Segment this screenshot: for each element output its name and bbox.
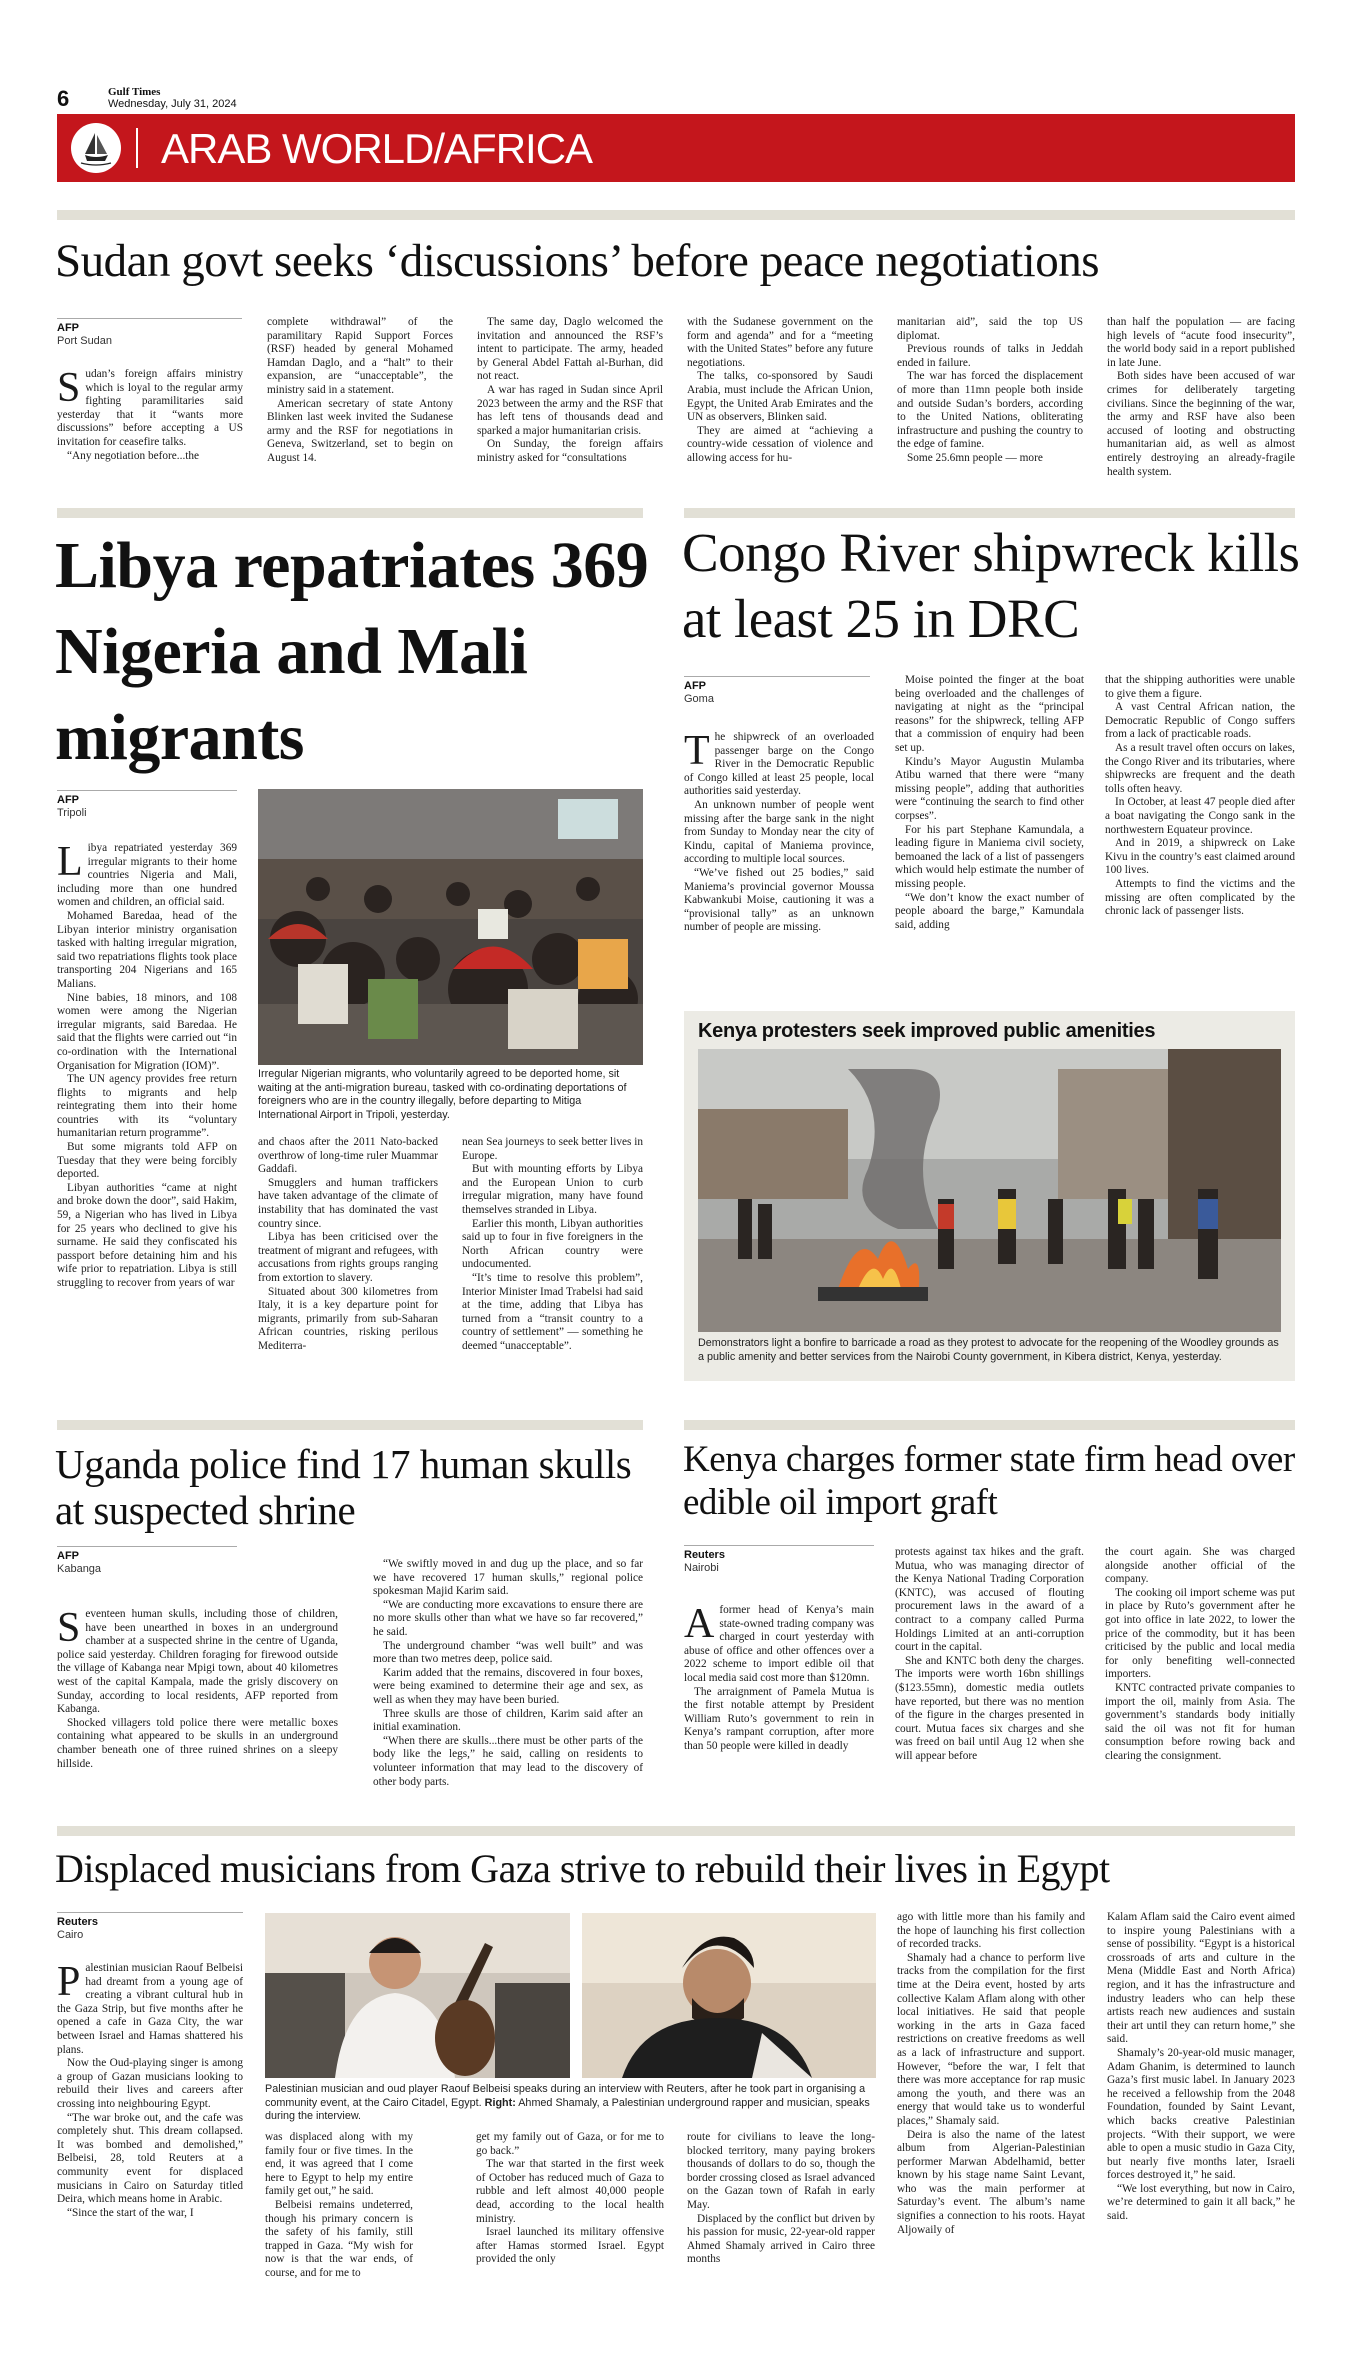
libya-col1: Libya repatriated yesterday 369 irregular migrants to their home countries Nigeria and Mali, including more than one hundred women and children, an official said. Mohamed Baredaa, head of the Libyan interior ministry organisation tasked with halting irregular migration, said two repatriations flights took place transporting 204 Nigerians and 165 Malians. Nine babies, 18 minors, and 108 women were among the Nigerian irregular migrants, said Baredaa. He said that the flights were carried out “in co-ordination with the International Organisation for Migration (IOM)”. The UN agency provides free return flights to migrants and help reintegrating them into their home countries with its “voluntary humanitarian return programme”. But some migrants told AFP on Tuesday that they were being forcibly deported. Libyan authorities “came at night and broke down the door”, said Hakim, 59, a Nigerian who has lived in Libya for 25 years who declined to give his surname. He said they confiscated his passport before detaining him and his wife prior to repatriation. Libya is still struggling to recover from years of war [57,839,237,1289]
kenya-graft-col1: Aformer head of Kenya’s main state-owned trading company was charged in court yesterday with abuse of office and other offences over a 2022 scheme to import edible oil that local media said cost more than $120mn. The arraignment of Pamela Mutua is the first notable attempt by President William Ruto’s government to rein in Kenya’s rampant corruption, after more than 50 people were killed in deadly [684,1601,874,1752]
kenya-photo-headline: Kenya protesters seek improved public amenities [698,1020,1156,1042]
gaza-col6: Kalam Aflam said the Cairo event aimed to inspire young Palestinians with a sense of possibility. “Egypt is a historical crossroads of arts and culture in the Mena (Middle East and North Africa) region, and it has the infrastructure and industry leaders who can help these artists reach new audiences and sustain their art until they can return home,” she said. Shamaly’s 20-year-old music manager, Adam Ghanim, is determined to launch Gaza’s first music label. In January 2023 he received a fellowship from the 2048 Foundation, founded by Saint Levant, which backs creative Palestinian projects. “With their support, we were able to open a music studio in Gaza City, but nearly five months later, Israeli forces destroyed it,” he said. “We lost everything, but now in Cairo, we’re determined to gain it all back,” he said. [1107,1911,1295,2223]
gaza-photo-caption: Palestinian musician and oud player Raouf Belbeisi speaks during an interview with Reuters, after he took part in organising a community event, at the Cairo Citadel, Egypt. Right: Ahmed Shamaly, a Palestinian underground rapper and musician, speaks during the interview. [265,2083,870,2122]
uganda-headline: Uganda police find 17 human skulls at suspected shrine [55,1441,632,1533]
gaza-col4: route for civilians to leave the long-blocked territory, many paying brokers thousands of dollars to do so, though the border crossing closed as Israel advanced on the Gazan town of Rafah in early May. Displaced by the conflict but driven by his passion for music, 22-year-old rapper Ahmed Shamaly arrived in Cairo three months [687,2131,875,2266]
congo-col1: The shipwreck of an overloaded passenger barge on the Congo River in the Democratic Republic of Congo killed at least 25 people, local authorities said yesterday. An unknown number of people went missing after the barge sank in the night from Sunday to Monday near the city of Kindu, capital of Maniema province, according to multiple local sources. “We’ve fished out 25 bodies,” said Maniema’s provincial governor Moussa Kabwankubi Moise, cautioning it was a “provisional tally” as an unknown number of people are missing. [684,728,874,934]
uganda-byline: AFP Kabanga [57,1546,237,1576]
libya-photo-caption: Irregular Nigerian migrants, who voluntarily agreed to be deported home, sit waiting at the anti-migration bureau, tasked with co-ordinating deportations of foreigners who are in the country illegally, before departing to Mitiga International Airport in Tripoli, yesterday. [258,1068,627,1121]
section-banner [57,114,1295,182]
kenya-graft-col2: protests against tax hikes and the graft. Mutua, who was managing director of the Kenya National Trading Corporation (KNTC), was accused of flouting procurement laws in the award of a contract to a company called Purma Holdings Limited at an anti-corruption court in the capital. She and KNTC both deny the charges. The imports were worth 16bn shillings ($123.55mn), domestic media outlets have reported, but there was no mention of the figure in the charges presented in court. Mutua faces six charges and she was freed on bail until Aug 12 when she will appear before [895,1546,1084,1762]
gaza-byline: Reuters Cairo [57,1912,243,1942]
page-number: 6 [57,86,70,111]
libya-migrants-photo [258,789,643,1065]
libya-headline: Libya repatriates 369 Nigeria and Mali migrants [55,529,649,774]
congo-headline: Congo River shipwreck kills at least 25 in DRC [682,522,1300,649]
kenya-photo-box [684,1011,1295,1381]
libya-col2: and chaos after the 2011 Nato-backed overthrow of long-time ruler Muammar Gaddafi. Smugglers and human traffickers have taken advantage of the climate of instability that has dominated the vast country since. Libya has been criticised over the treatment of migrant and refugees, with accusations from rights groups ranging from extortion to slavery. Situated about 300 kilometres from Italy, it is a key departure point for migrants, primarily from sub-Saharan African countries, risking perilous Mediterra- [258,1136,438,1352]
sudan-col5: manitarian aid”, said the top US diplomat. Previous rounds of talks in Jeddah ended in failure. The war has forced the displacement of more than 11mn people both inside and outside Sudan’s borders, according to the United Nations, obliterating infrastructure and pushing the country to the edge of famine. Some 25.6mn people — more [897,316,1083,464]
kenya-graft-headline: Kenya charges former state firm head over edible oil import graft [683,1439,1295,1523]
sudan-col6: than half the population — are facing high levels of “acute food insecurity”, the world body said in a report published in late June. Both sides have been accused of war crimes for deliberately targeting civilians. Since the beginning of the war, the army and RSF have also been accused of looting and obstructing humanitarian aid, as well as almost entirely destroying an already-fragile health system. [1107,316,1295,478]
shamaly-photo [582,1913,876,2078]
sudan-col2: complete withdrawal” of the paramilitary Rapid Support Forces (RSF) headed by general Mohamed Hamdan Daglo, and a “halt” to their expansion, are “unacceptable”, the ministry said in a statement. American secretary of state Antony Blinken last week invited the Sudanese army and the RSF for negotiations in Geneva, Switzerland, set to begin on August 14. [267,316,453,464]
gaza-col1: Palestinian musician Raouf Belbeisi had dreamt from a young age of creating a vibrant cultural hub in the Gaza Strip, but five months after he opened a cafe in Gaza City, the war between Israel and Hamas shattered his plans. Now the Oud-playing singer is among a group of Gazan musicians looking to rebuild their lives and careers after crossing into neighbouring Egypt. “The war broke out, and the cafe was completely shut. This dream collapsed. It was bombed and demolished,” Belbeisi, 28, told Reuters at a community event for displaced musicians in Cairo on Saturday titled Deira, which means home in Arabic. “Since the start of the war, I [57,1959,243,2219]
congo-col2: Moise pointed the finger at the boat being overloaded and the challenges of navigating at night as the “principal reasons” for the shipwreck, telling AFP that a commission of enquiry had been set up. Kindu’s Mayor Augustin Mulamba Atibu warned that there were “many missing people”, adding that authorities were “continuing the search to find other corpses”. For his part Stephane Kamundala, a leading figure in Maniema civil society, bemoaned the lack of a list of passengers which would help estimate the number of missing people. “We don’t know the exact number of people aboard the barge,” Kamundala said, adding [895,674,1084,931]
uganda-col1: Seventeen human skulls, including those of children, have been unearthed in boxes in an underground chamber at a suspected shrine in the centre of Uganda, police said yesterday. Children foraging for firewood outside the village of Kabanga near Mpigi town, about 40 kilometres west of the capital Kampala, made the grisly discovery on Sunday, according to local residents, AFP reported from Kabanga. Shocked villagers told police there were metallic boxes containing what appeared to be skulls in an underground chamber beneath one of three ruined shrines on a sleepy hillside. [57,1605,338,1770]
section-title: ARAB WORLD/AFRICA [161,125,593,172]
sudan-col3: The same day, Daglo welcomed the invitation and announced the RSF’s intent to participate. The army, headed by General Abdel Fattah al-Burhan, did not react. A war has raged in Sudan since April 2023 between the army and the RSF that has left tens of thousands dead and sparked a major humanitarian crisis. On Sunday, the foreign affairs ministry asked for “consultations [477,316,663,464]
gaza-col5: ago with little more than his family and the hope of launching his first collection of recorded tracks. Shamaly had a chance to perform live tracks from the compilation for the first time at the Deira event, hosted by arts collective Kalam Aflam along with other local initiatives. He said that people working in the arts in Gaza faced restrictions on creative freedoms as well as a lack of infrastructure and support. However, “before the war, I felt that there was more acceptance for rap music among the youth, and there was an energy that would take us to wonderful places,” Shamaly said. Deira is also the name of the latest album from Algerian-Palestinian performer Marwan Abdelhamid, better known by his stage name Saint Levant, who was the main performer at Saturday’s event. The album’s name signifies a connection to his roots. Hayat Aljowaily of [897,1911,1085,2236]
gaza-col2: was displaced along with my family four or five times. In the end, it was agreed that I come here to Egypt to help my entire family get out,” he said. Belbeisi remains undeterred, though his primary concern is the safety of his family, still trapped in Gaza. “My wish for now is that the war ends, of course, and for me to [265,2131,413,2279]
ship-logo-icon [71,123,121,173]
sudan-byline: AFP Port Sudan [57,318,242,348]
libya-col3: nean Sea journeys to seek better lives in Europe. But with mounting efforts by Libya and the European Union to curb irregular migration, many have found themselves stranded in Libya. Earlier this month, Libyan authorities said up to four in five foreigners in the North African country were undocumented. “It’s time to resolve this problem”, Interior Minister Imad Trabelsi had said at the time, adding that Libya has turned from a “transit country to a country of settlement” — something he deemed “unacceptable”. [462,1136,644,1352]
belbeisi-photo [265,1913,570,2078]
sudan-col4: with the Sudanese government on the form and agenda” and for a “meeting with the United States” before any future negotiations. The talks, co-sponsored by Saudi Arabia, must include the African Union, Egypt, the United Arab Emirates and the UN as observers, Blinken said. They are aimed at “achieving a country-wide cessation of violence and allowing access for hu- [687,316,873,464]
issue-date: Wednesday, July 31, 2024 [108,98,237,110]
paper-name: Gulf Times [108,86,161,98]
kenya-protest-photo [698,1049,1281,1332]
kenya-photo-caption: Demonstrators light a bonfire to barricade a road as they protest to advocate for the reopening of the Woodley grounds as a public amenity and better services from the Nairobi County government, in Kibera district, Kenya, yesterday. [698,1337,1279,1363]
sudan-headline: Sudan govt seeks ‘discussions’ before peace negotiations [55,235,1100,287]
gaza-headline: Displaced musicians from Gaza strive to rebuild their lives in Egypt [55,1846,1110,1891]
congo-byline: AFP Goma [684,676,870,706]
sudan-col1: Sudan’s foreign affairs ministry which is loyal to the regular army fighting paramilitaries said yesterday that it “wants more discussions” before accepting a US invitation for ceasefire talks. “Any negotiation before...the [57,365,243,462]
gaza-col3: get my family out of Gaza, or for me to go back.” The war that started in the first week of October has reduced much of Gaza to rubble and left almost 40,000 people dead, according to the local health ministry. Israel launched its military offensive after Hamas stormed Israel. Egypt provided the only [476,2131,664,2266]
kenya-graft-byline: Reuters Nairobi [684,1545,874,1575]
congo-col3: that the shipping authorities were unable to give them a figure. A vast Central African nation, the Democratic Republic of Congo suffers from a lack of practicable roads. As a result travel often occurs on lakes, the Congo River and its tributaries, where shipwrecks are frequent and the death tolls often heavy. In October, at least 47 people died after a boat navigating the Congo sank in the northwestern Equateur province. And in 2019, a shipwreck on Lake Kivu in the country’s east claimed around 100 lives. Attempts to find the victims and the missing are often complicated by the chronic lack of passenger lists. [1105,674,1295,918]
libya-byline: AFP Tripoli [57,790,237,820]
uganda-col2: “We swiftly moved in and dug up the place, and so far we have recovered 17 human skulls,” regional police spokesman Majid Karim said. “We are conducting more excavations to ensure there are no more skulls other than what we have so far recovered,” he said. The underground chamber “was well built” and was more than two metres deep, police said. Karim added that the remains, discovered in four boxes, were being examined to determine their age and sex, as well as when they may have been buried. Three skulls are those of children, Karim said after an initial examination. “When there are skulls...there must be other parts of the body like the legs,” he said, calling on residents to volunteer information that may lead to the discovery of other body parts. [373,1558,643,1788]
kenya-graft-col3: the court again. She was charged alongside another official of the company. The cooking oil import scheme was put in place by Ruto’s government after he got into office in late 2022, to lower the price of the commodity, but it has been criticised by the public and local media for only benefiting well-connected importers. KNTC contracted private companies to import the oil, mainly from Asia. The government’s standards body initially said the oil was not fit for human consumption before rowing back and clearing the consignment. [1105,1546,1295,1762]
